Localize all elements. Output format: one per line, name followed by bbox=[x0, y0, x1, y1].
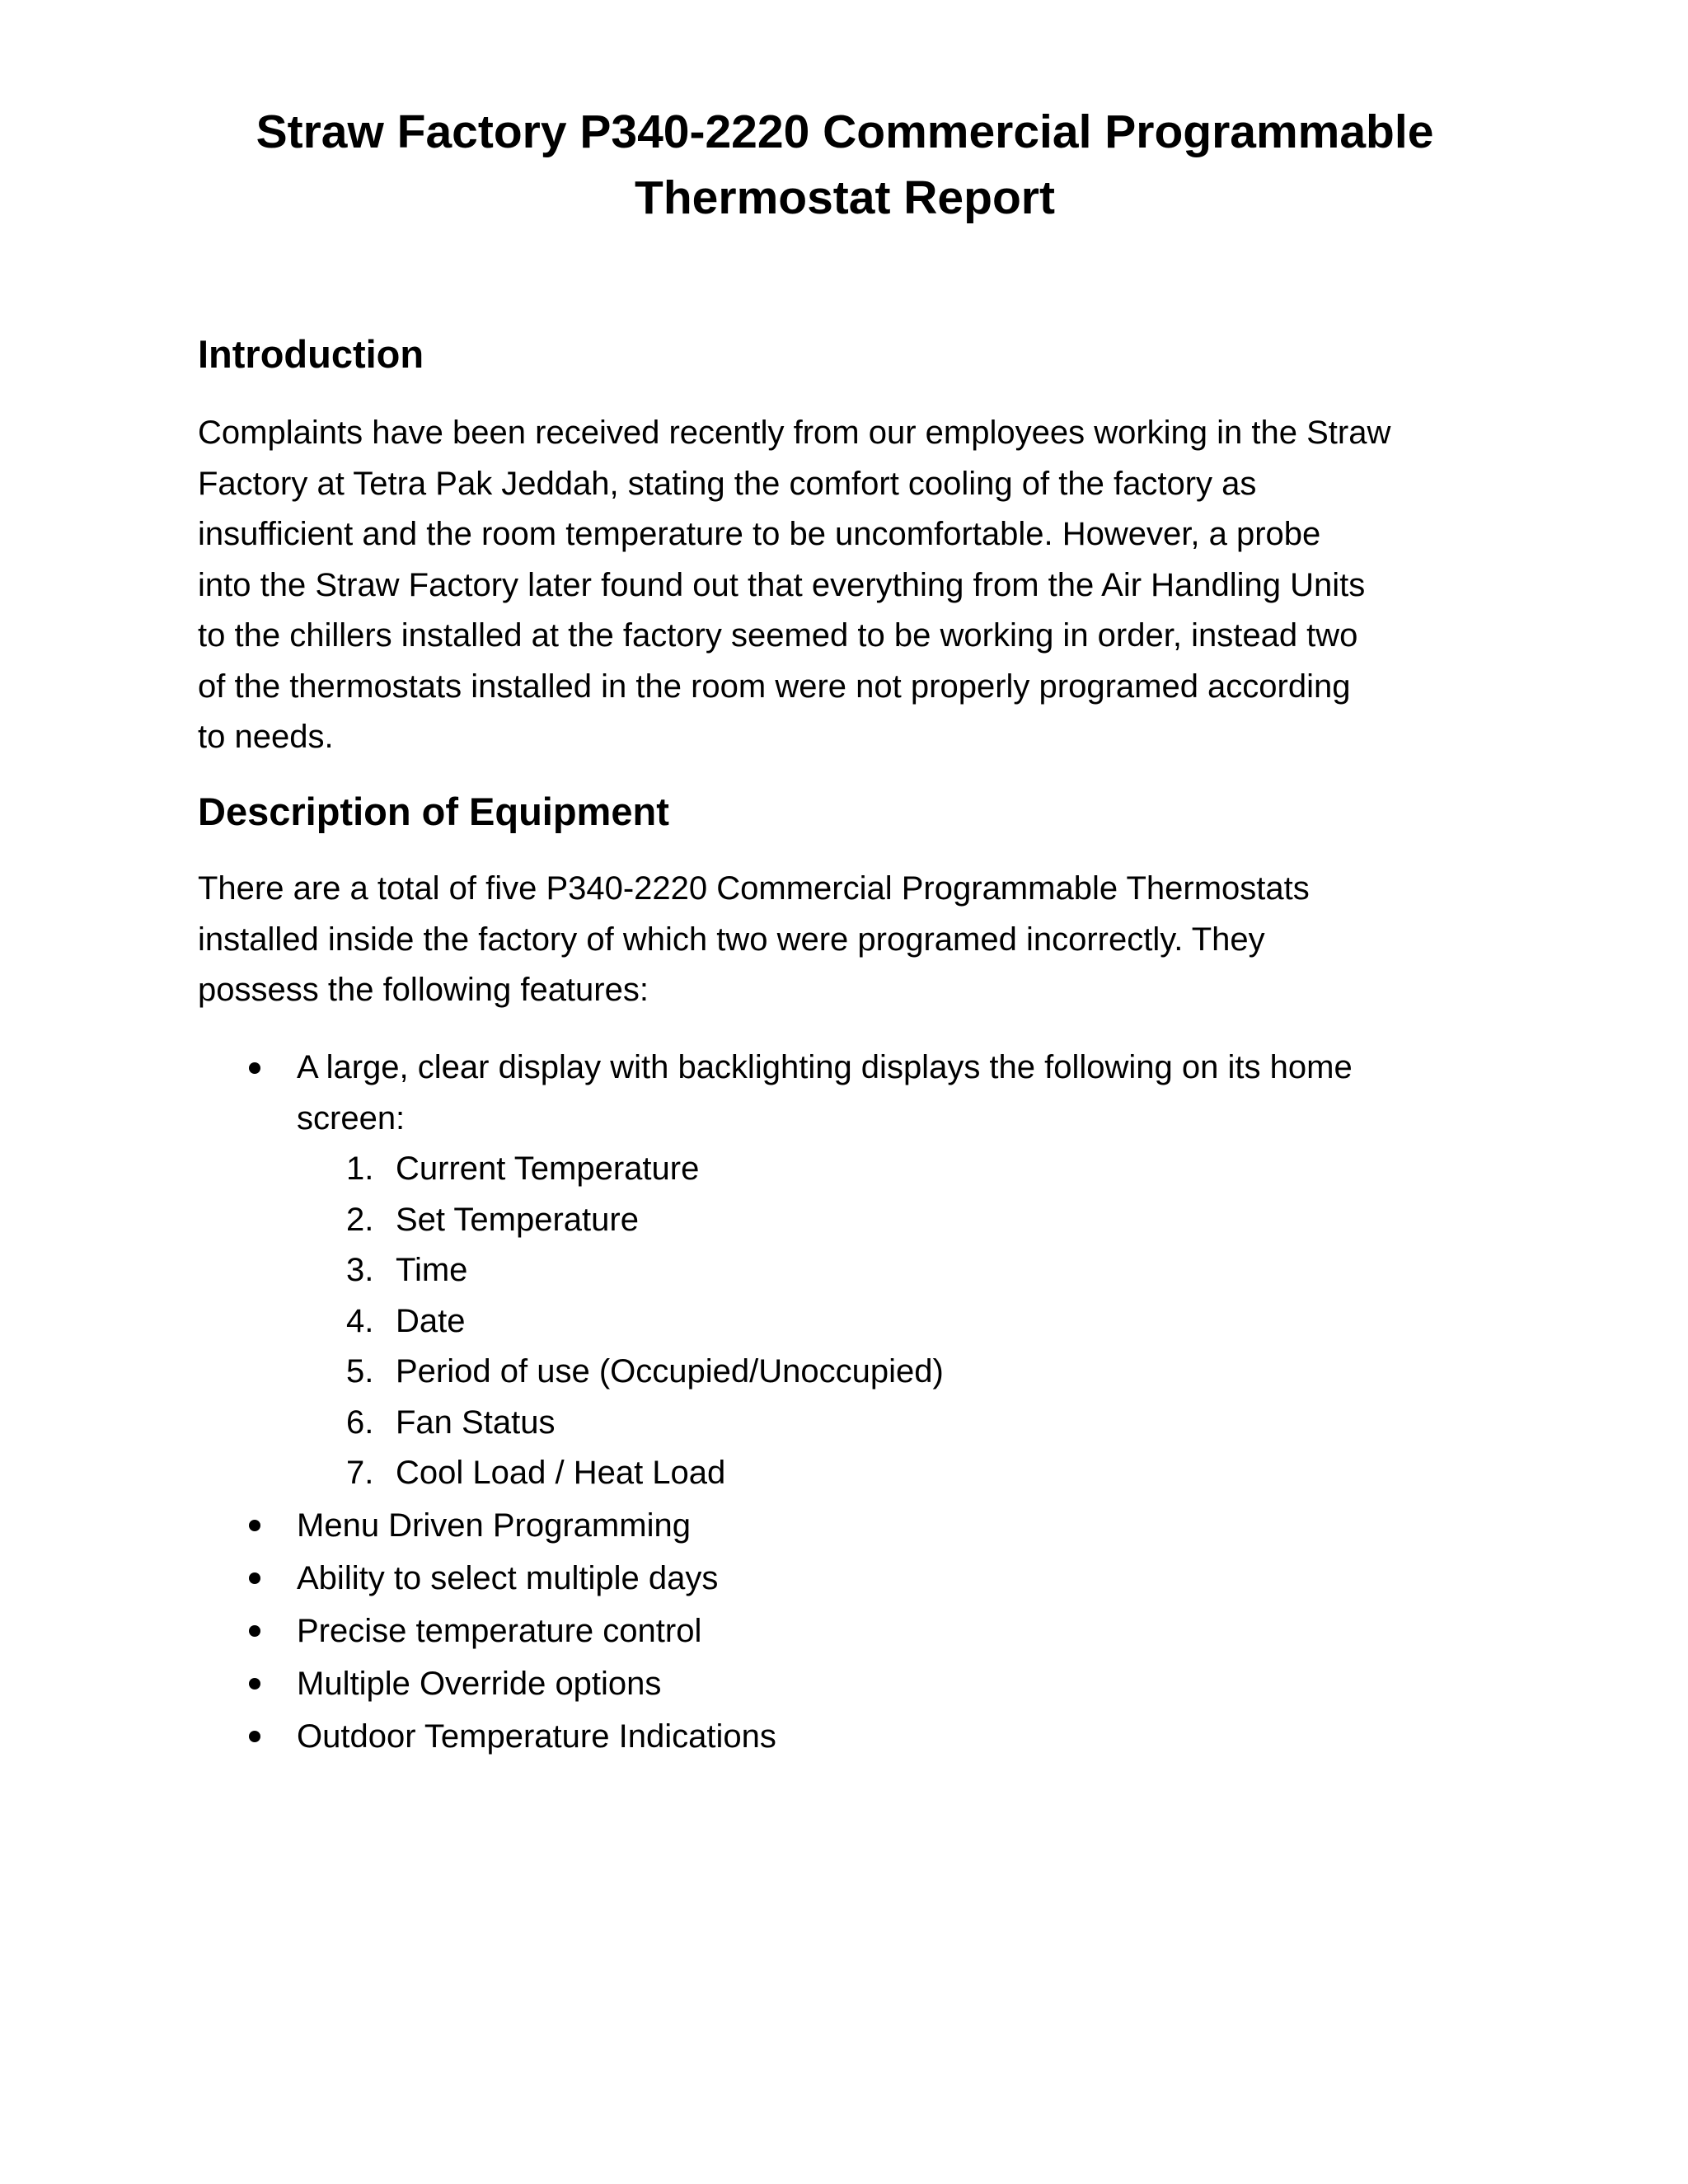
feature-text: Outdoor Temperature Indications bbox=[297, 1718, 776, 1755]
display-item-text: Current Temperature bbox=[396, 1151, 700, 1187]
display-item-text: Set Temperature bbox=[396, 1201, 639, 1238]
display-items-list bbox=[297, 1144, 1492, 1499]
bullet-icon bbox=[249, 1678, 260, 1690]
feature-display-item bbox=[198, 1043, 1492, 1499]
feature-item bbox=[198, 1552, 1492, 1605]
display-item-text: Cool Load / Heat Load bbox=[396, 1455, 726, 1491]
display-item-number: 3. bbox=[346, 1252, 374, 1288]
display-item-number: 6. bbox=[346, 1404, 374, 1441]
display-item-text: Date bbox=[396, 1302, 466, 1339]
display-item bbox=[297, 1398, 1492, 1449]
introduction-line: into the Straw Factory later found out that everything from the Air Handling Units bbox=[198, 566, 1366, 603]
display-item bbox=[297, 1195, 1492, 1246]
display-item-number: 7. bbox=[346, 1455, 374, 1491]
feature-item bbox=[198, 1710, 1492, 1763]
bullet-icon bbox=[249, 1520, 260, 1531]
display-item-number: 4. bbox=[346, 1302, 374, 1339]
feature-item bbox=[198, 1499, 1492, 1552]
display-item-number: 2. bbox=[346, 1201, 374, 1238]
bullet-icon bbox=[249, 1572, 260, 1584]
bullet-icon bbox=[249, 1062, 260, 1074]
bullet-icon bbox=[249, 1625, 260, 1637]
report-title-line-2: Thermostat Report bbox=[635, 171, 1055, 224]
display-item-number: 5. bbox=[346, 1353, 374, 1390]
feature-text: Multiple Override options bbox=[297, 1665, 662, 1702]
equipment-line: possess the following features: bbox=[198, 972, 649, 1008]
feature-display-line-1: A large, clear display with backlighting displays the following on its home bbox=[297, 1049, 1353, 1085]
feature-display-line-2: screen: bbox=[297, 1099, 406, 1137]
equipment-line: installed inside the factory of which two were programed incorrectly. They bbox=[198, 921, 1265, 958]
display-item-text: Fan Status bbox=[396, 1404, 556, 1441]
equipment-paragraph bbox=[198, 864, 1492, 1016]
feature-text: Precise temperature control bbox=[297, 1612, 702, 1649]
introduction-line: to the chillers installed at the factory seemed to be working in order, instead two bbox=[198, 617, 1358, 654]
introduction-line: to needs. bbox=[198, 719, 334, 755]
display-item bbox=[297, 1296, 1492, 1347]
display-item bbox=[297, 1144, 1492, 1195]
introduction-line: of the thermostats installed in the room were not properly programed according bbox=[198, 668, 1351, 705]
introduction-paragraph bbox=[198, 408, 1492, 763]
feature-item bbox=[198, 1605, 1492, 1657]
feature-list bbox=[198, 1043, 1492, 1763]
equipment-line: There are a total of five P340-2220 Commercial Programmable Thermostats bbox=[198, 870, 1310, 907]
report-title bbox=[198, 99, 1492, 231]
display-item-text: Period of use (Occupied/Unoccupied) bbox=[396, 1353, 944, 1390]
introduction-line: Complaints have been received recently from our employees working in the Straw bbox=[198, 415, 1391, 451]
display-item bbox=[297, 1347, 1492, 1398]
introduction-heading: Introduction bbox=[198, 332, 424, 376]
introduction-line: insufficient and the room temperature to be uncomfortable. However, a probe bbox=[198, 516, 1321, 552]
feature-text: Menu Driven Programming bbox=[297, 1507, 691, 1544]
display-item bbox=[297, 1448, 1492, 1499]
equipment-heading: Description of Equipment bbox=[198, 790, 669, 833]
display-item-text: Time bbox=[396, 1252, 468, 1288]
feature-item bbox=[198, 1657, 1492, 1710]
display-item-number: 1. bbox=[346, 1151, 374, 1187]
bullet-icon bbox=[249, 1731, 260, 1742]
display-item bbox=[297, 1245, 1492, 1296]
feature-text: Ability to select multiple days bbox=[297, 1559, 719, 1596]
introduction-line: Factory at Tetra Pak Jeddah, stating the comfort cooling of the factory as bbox=[198, 465, 1257, 502]
report-title-line-1: Straw Factory P340-2220 Commercial Programmable bbox=[256, 105, 1434, 158]
